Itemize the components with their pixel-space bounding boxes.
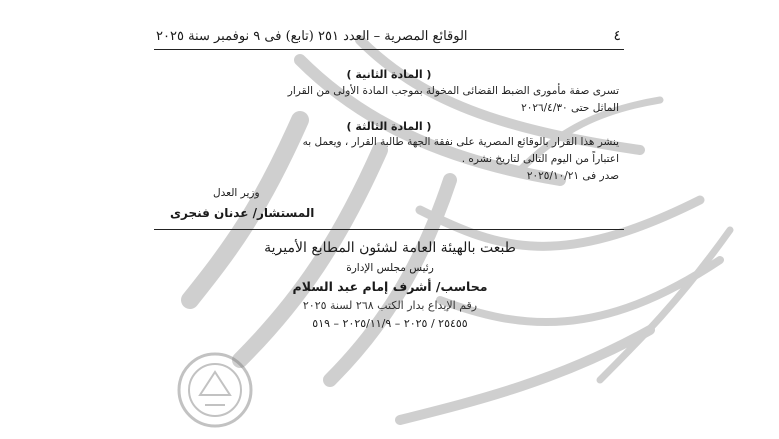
header-rule — [154, 49, 624, 50]
article-3-line-1: ينشر هذا القرار بالوقائع المصرية على نفقة الجهة طالبة القرار ، ويعمل به — [302, 136, 619, 148]
article-2-title: ( المادة الثانية ) — [346, 68, 432, 81]
deposit-number: رقم الإيداع بدار الكتب ٢٦٨ لسنة ٢٠٢٥ — [302, 299, 478, 312]
page-header — [156, 28, 621, 44]
signature-rule — [154, 229, 624, 230]
article-3-line-2: اعتباراً من اليوم التالى لتاريخ نشره . — [461, 153, 619, 165]
chair-name: محاسب/ أشرف إمام عبد السلام — [292, 279, 488, 294]
imprint-title: طبعت بالهيئة العامة لشئون المطابع الأميرية — [264, 240, 516, 256]
page-number: ٤ — [613, 28, 621, 44]
issued-date: صدر فى ٢٠٢٥/١٠/٢١ — [526, 170, 619, 182]
minister-name: المستشار/ عدنان فنجرى — [170, 206, 315, 220]
print-code: ٢٥٤٥٥ / ٢٠٢٥ – ٢٠٢٥/١١/٩ – ٥١٩ — [312, 317, 468, 330]
header-title: الوقائع المصرية – العدد ٢٥١ (تابع) فى ٩ نوفمبر سنة ٢٠٢٥ — [156, 28, 468, 44]
article-2-line-1: تسرى صفة مأمورى الضبط القضائى المخولة بموجب المادة الأولى من القرار — [287, 85, 619, 97]
article-3-title: ( المادة الثالثة ) — [346, 120, 432, 133]
minister-title: وزير العدل — [213, 187, 260, 199]
article-2-line-2: الماثل حتى ٢٠٢٦/٤/٣٠ — [521, 102, 619, 114]
board-title: رئيس مجلس الإدارة — [346, 262, 434, 274]
